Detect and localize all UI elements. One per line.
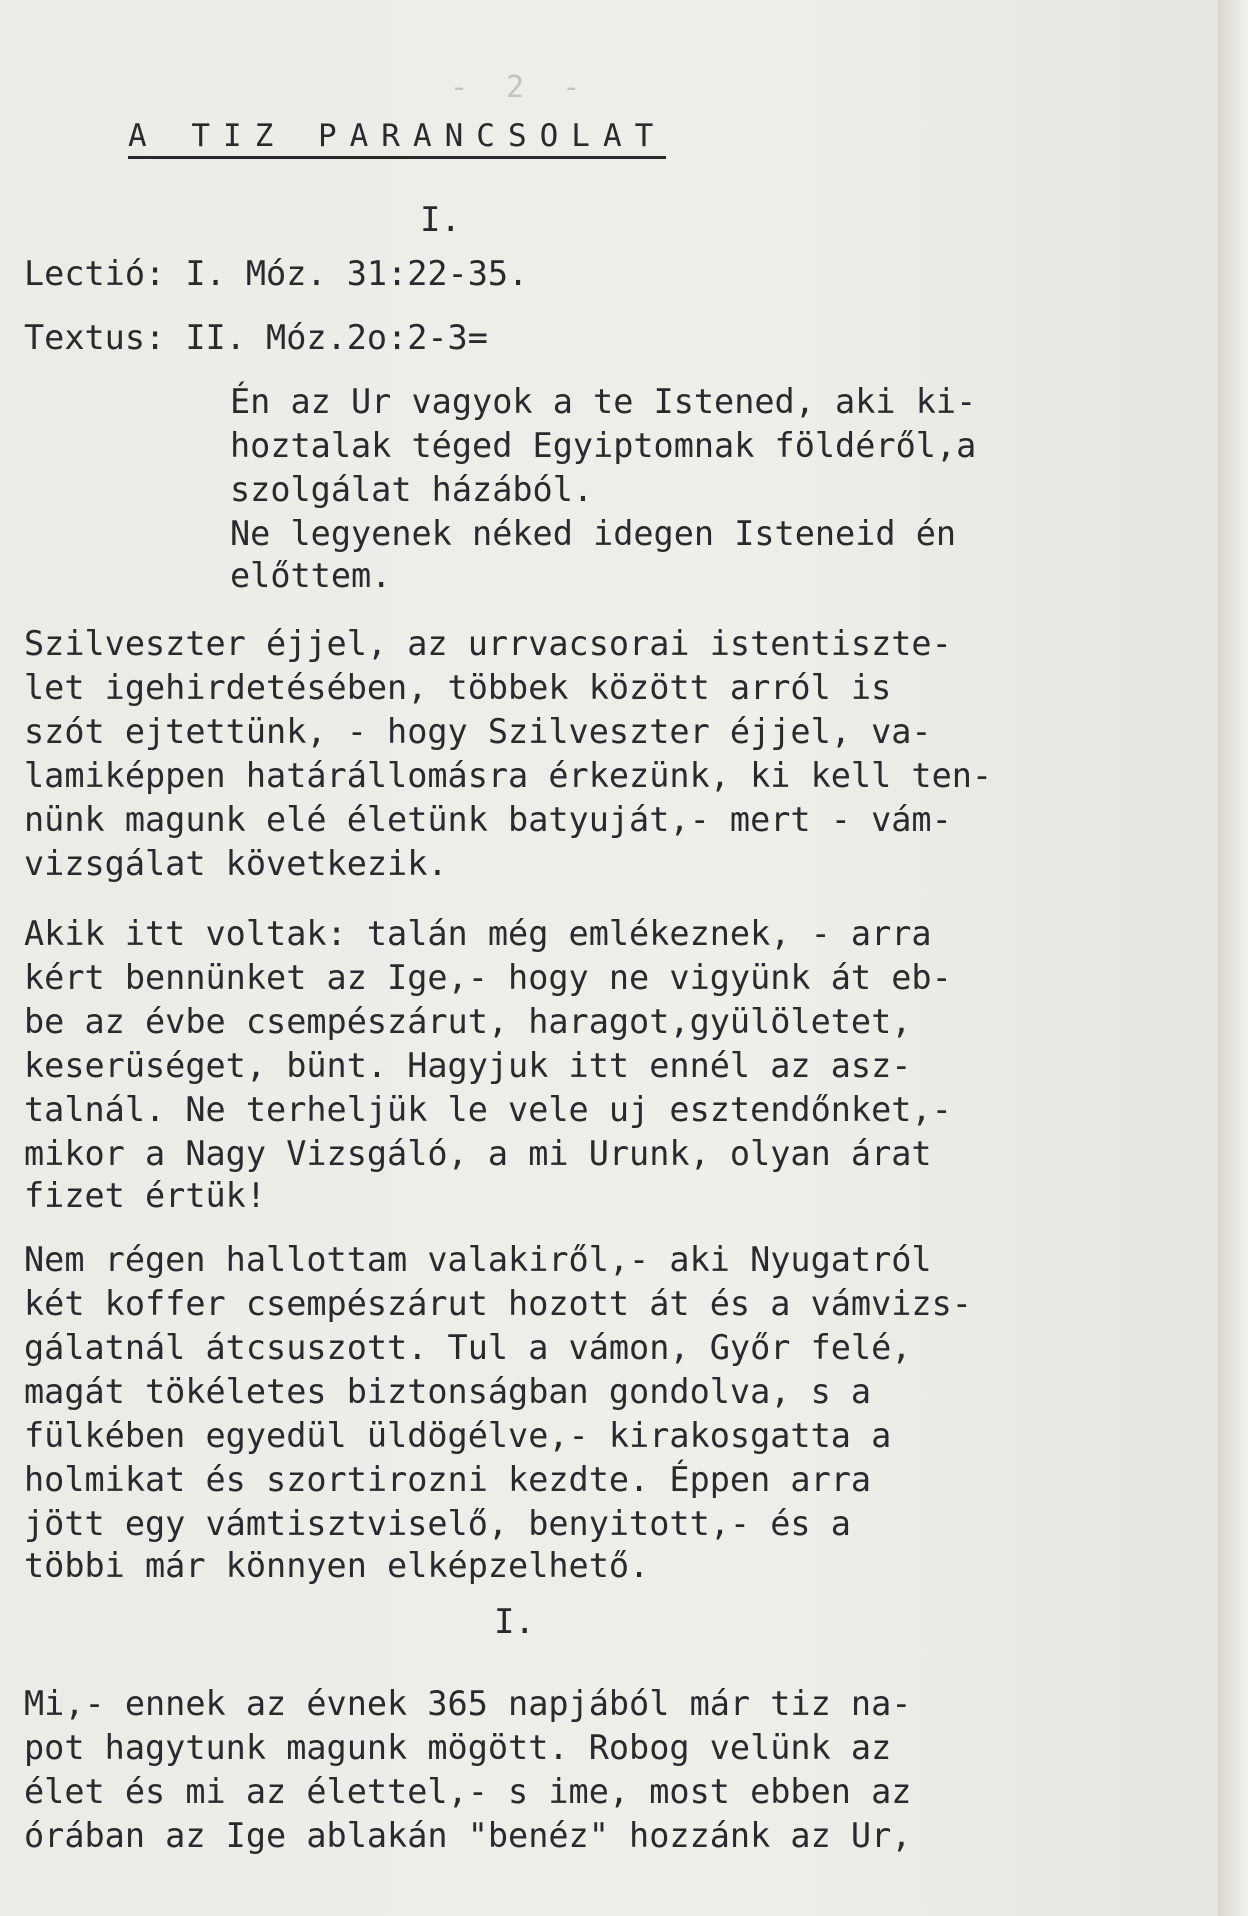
textus-line: Ne legyenek néked idegen Isteneid én: [230, 514, 957, 553]
paragraph-line: többi már könnyen elképzelhető.: [24, 1546, 650, 1585]
lectio-line: Lectió: I. Móz. 31:22-35.: [24, 254, 529, 293]
paragraph-line: kért bennünket az Ige,- hogy ne vigyünk át eb-: [24, 958, 952, 997]
textus-line: Én az Ur vagyok a te Istened, aki ki-: [230, 382, 977, 421]
paragraph-line: szót ejtettünk, - hogy Szilveszter éjjel, va-: [24, 712, 932, 751]
paragraph-line: mikor a Nagy Vizsgáló, a mi Urunk, olyan árat: [24, 1134, 932, 1173]
textus-line: szolgálat házából.: [230, 470, 594, 509]
paragraph-line: fizet értük!: [24, 1176, 267, 1215]
paragraph-line: keserüséget, bünt. Hagyjuk itt ennél az asz-: [24, 1046, 912, 1085]
paragraph-line: let igehirdetésében, többek között arról is: [24, 668, 892, 707]
paragraph-line: Mi,- ennek az évnek 365 napjából már tiz na-: [24, 1684, 912, 1723]
subsection-heading: I.: [494, 1602, 535, 1642]
paragraph-line: nünk magunk elé életünk batyuját,- mert - vám-: [24, 800, 952, 839]
paragraph-line: Nem régen hallottam valakiről,- aki Nyugatról: [24, 1240, 932, 1279]
section-heading: I.: [420, 200, 461, 240]
document-title: A TIZ PARANCSOLAT: [128, 118, 666, 159]
textus-line: előttem.: [230, 556, 392, 595]
paragraph-line: magát tökéletes biztonságban gondolva, s a: [24, 1372, 872, 1411]
paragraph-line: talnál. Ne terheljük le vele uj esztendőnket,-: [24, 1090, 952, 1129]
paragraph-line: holmikat és szortirozni kezdte. Éppen arra: [24, 1460, 872, 1499]
paragraph-line: be az évbe csempészárut, haragot,gyülöletet,: [24, 1002, 912, 1041]
paragraph-line: élet és mi az élettel,- s ime, most ebben az: [24, 1772, 912, 1811]
paragraph-line: Akik itt voltak: talán még emlékeznek, - arra: [24, 914, 932, 953]
paragraph-line: lamiképpen határállomásra érkezünk, ki kell ten-: [24, 756, 993, 795]
textus-label: Textus: II. Móz.2o:2-3=: [24, 318, 488, 357]
paragraph-line: pot hagytunk magunk mögött. Robog velünk az: [24, 1728, 892, 1767]
paragraph-line: vizsgálat következik.: [24, 844, 448, 883]
page-spine-shadow: [1218, 0, 1248, 1916]
paragraph-line: két koffer csempészárut hozott át és a vámvizs-: [24, 1284, 972, 1323]
paragraph-line: gálatnál átcsuszott. Tul a vámon, Győr felé,: [24, 1328, 912, 1367]
textus-line: hoztalak téged Egyiptomnak földéről,a: [230, 426, 977, 465]
paragraph-line: jött egy vámtisztviselő, benyitott,- és a: [24, 1504, 851, 1543]
paragraph-line: Szilveszter éjjel, az urrvacsorai istentiszte-: [24, 624, 952, 663]
page-number: - 2 -: [450, 70, 591, 105]
paragraph-line: fülkében egyedül üldögélve,- kirakosgatta a: [24, 1416, 892, 1455]
paragraph-line: órában az Ige ablakán "benéz" hozzánk az Ur,: [24, 1816, 912, 1855]
